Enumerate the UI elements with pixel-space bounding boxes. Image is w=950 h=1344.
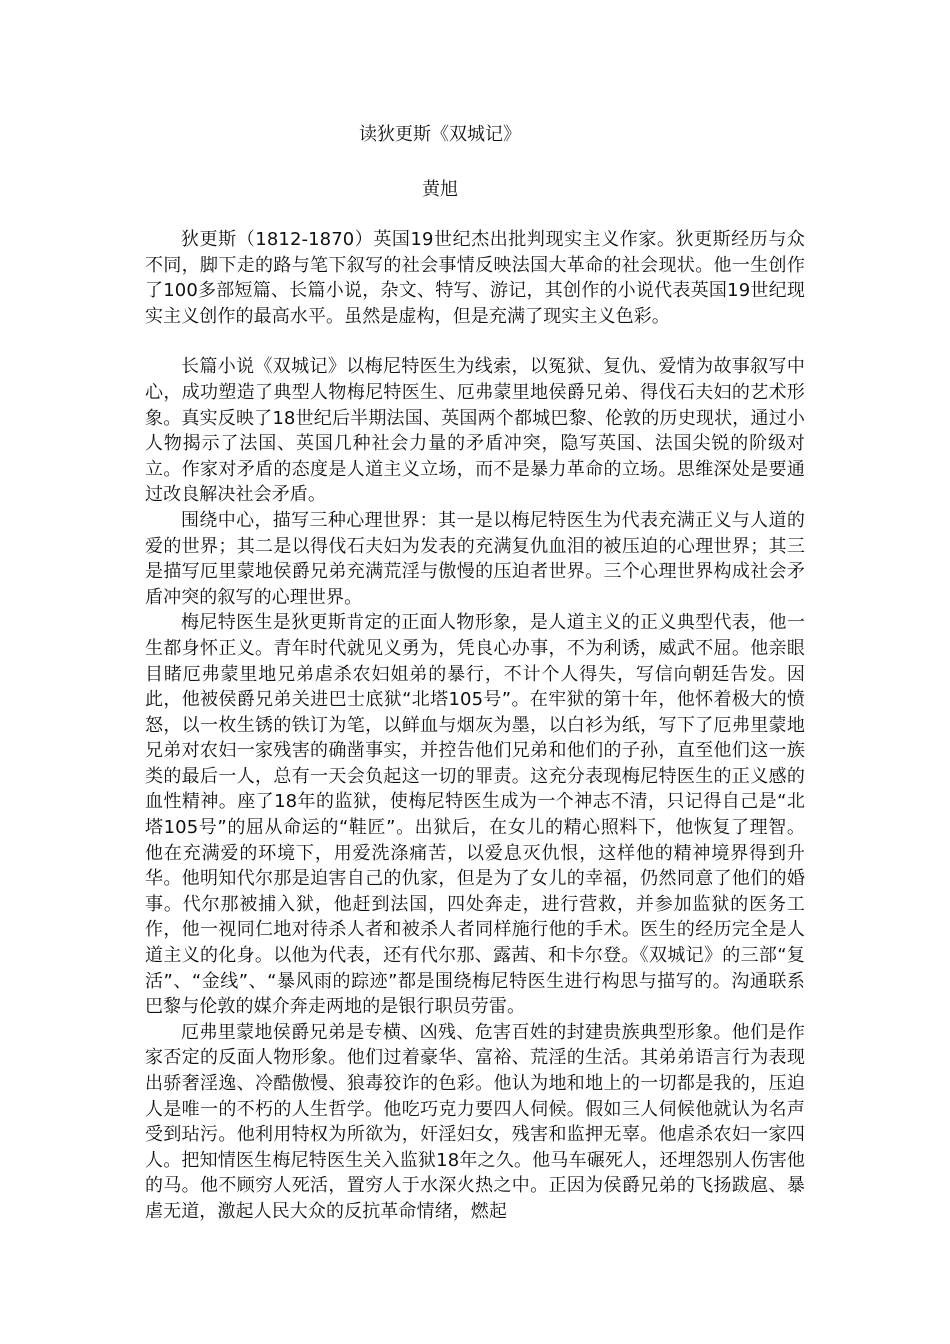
- paragraph-novel-summary: 长篇小说《双城记》以梅尼特医生为线索，以冤狱、复仇、爱情为故事叙写中心，成功塑造了典型人物梅尼特医生、厄弗蒙里地侯爵兄弟、得伐石夫妇的艺术形象。真实反映了18世纪后半期法国、英国两个都城巴黎、伦敦的历史现状，通过小人物揭示了法国、英国几种社会力量的矛盾冲突，隐写英国、法国尖锐的阶级对立。作家对矛盾的态度是人道主义立场，而不是暴力革命的立场。思维深处是要通过改良解决社会矛盾。: [145, 356, 805, 506]
- paragraph-evremonde: 厄弗里蒙地侯爵兄弟是专横、凶残、危害百姓的封建贵族典型形象。他们是作家否定的反面人物形象。他们过着豪华、富裕、荒淫的生活。其弟弟语言行为表现出骄奢淫逸、冷酷傲慢、狼毒狡诈的色彩。他认为地和地上的一切都是我的，压迫人是唯一的不朽的人生哲学。他吃巧克力要四人伺候。假如三人伺候他就认为名声受到玷污。他利用特权为所欲为，奸淫妇女，残害和监押无辜。他虐杀农妇一家四人。把知情医生梅尼特医生关入监狱18年之久。他马车碾死人，还埋怨别人伤害他的马。他不顾穷人死活，置穷人于水深火热之中。正因为侯爵兄弟的飞扬跋扈、暴虐无道，激起人民大众的反抗革命情绪，燃起: [145, 1021, 805, 1222]
- document-body: [145, 227, 805, 1225]
- paragraph-intro: 狄更斯（1812-1870）英国19世纪杰出批判现实主义作家。狄更斯经历与众不同，脚下走的路与笔下叙写的社会事情反映法国大革命的社会现状。他一生创作了100多部短篇、长篇小说，杂文、特写、游记，其创作的小说代表英国19世纪现实主义创作的最高水平。虽然是虚构，但是充满了现实主义色彩。: [145, 229, 805, 327]
- paragraph-manette: 梅尼特医生是狄更斯肯定的正面人物形象，是人道主义的正义典型代表，他一生都身怀正义。青年时代就见义勇为，凭良心办事，不为利诱，威武不屈。他亲眼目睹厄弗蒙里地兄弟虐杀农妇姐弟的暴行，不计个人得失，写信向朝廷告发。因此，他被侯爵兄弟关进巴士底狱“北塔105号”。在牢狱的第十年，他怀着极大的愤怒，以一枚生锈的铁订为笔，以鲜血与烟灰为墨，以白衫为纸，写下了厄弗里蒙地兄弟对农妇一家残害的确凿事实，并控告他们兄弟和他们的子孙，直至他们这一族类的最后一人，总有一天会负起这一切的罪责。这充分表现梅尼特医生的正义感的血性精神。座了18年的监狱，使梅尼特医生成为一个神志不清，只记得自己是“北塔105号”的屈从命运的“鞋匠”。出狱后，在女儿的精心照料下，他恢复了理智。他在充满爱的环境下，用爱洗涤痛苦，以爱息灭仇恨，这样他的精神境界得到升华。他明知代尔那是迫害自己的仇家，但是为了女儿的幸福，仍然同意了他们的婚事。代尔那被捕入狱，他赶到法国，四处奔走，进行营救，并参加监狱的医务工作，他一视同仁地对待杀人者和被杀人者同样施行他的手术。医生的经历完全是人道主义的化身。以他为代表，还有代尔那、露茜、和卡尔登。《双城记》的三部“复活”、“金线”、“暴风雨的踪迹”都是围绕梅尼特医生进行构思与描写的。沟通联系巴黎与伦敦的媒介奔走两地的是银行职员劳雷。: [145, 612, 805, 1018]
- document-title: 读狄更斯《双城记》: [359, 124, 521, 145]
- paragraph-three-worlds: 围绕中心，描写三种心理世界：其一是以梅尼特医生为代表充满正义与人道的爱的世界；其二是以得伐石夫妇为发表的充满复仇血泪的被压迫的心理世界；其三是描写厄里蒙地侯爵兄弟充满荒淫与傲慢的压迫者世界。三个心理世界构成社会矛盾冲突的叙写的心理世界。: [145, 509, 805, 608]
- document-author: 黄旭: [422, 179, 458, 200]
